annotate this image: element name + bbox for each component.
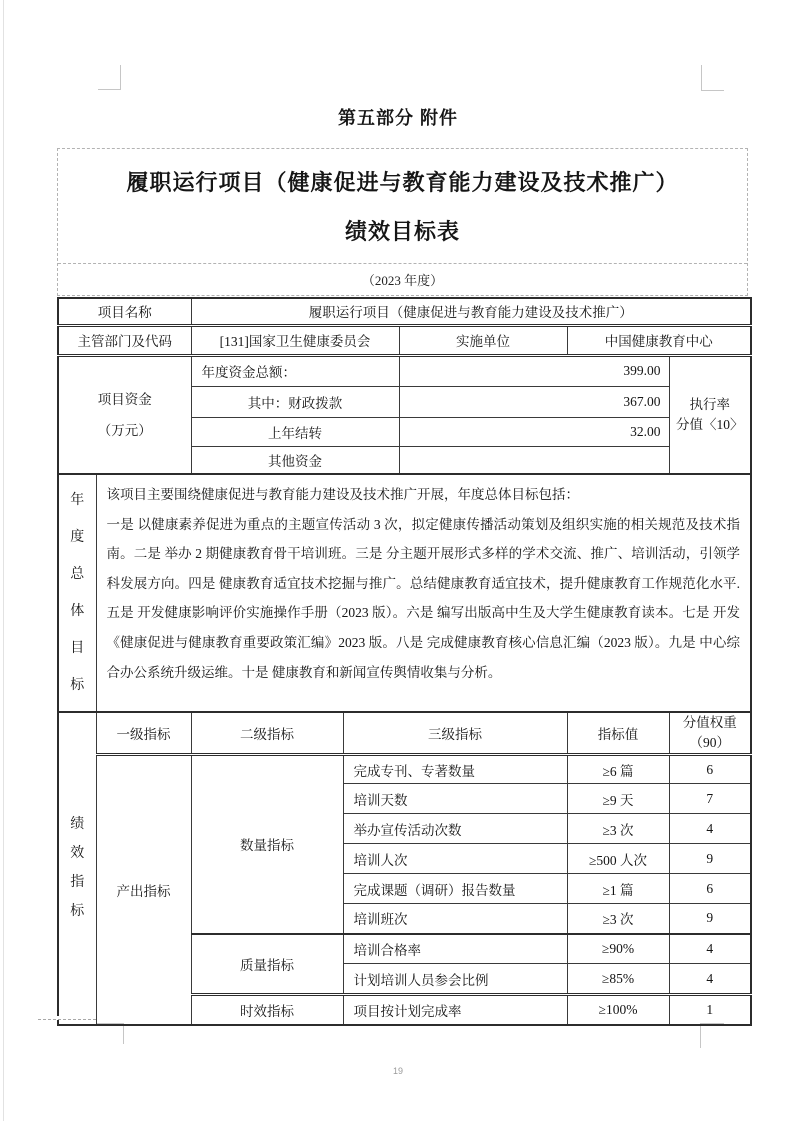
crop-mark-bottom-right	[700, 1023, 724, 1048]
crop-mark-top-right	[701, 65, 724, 91]
indicator-weight: 4	[669, 814, 751, 844]
document-title-line2: 绩效目标表	[344, 218, 460, 244]
indicator-weight: 6	[669, 755, 751, 784]
funds-total-value: 399.00	[399, 355, 669, 386]
funds-carryover-label: 上年结转	[191, 417, 399, 446]
indicator-value: ≥1 篇	[567, 874, 669, 904]
header-indicator-value: 指标值	[567, 712, 669, 755]
funds-carryover-value: 32.00	[399, 417, 669, 446]
annual-target-label: 年 度 总 体 目 标	[58, 474, 96, 712]
indicator-weight: 9	[669, 904, 751, 934]
indicator-name: 举办宣传活动次数	[343, 814, 567, 844]
funds-other-label: 其他资金	[191, 446, 399, 474]
funds-other-value	[399, 446, 669, 474]
indicator-weight: 1	[669, 995, 751, 1025]
row-project-name	[58, 298, 751, 325]
level1-output-indicator: 产出指标	[96, 755, 191, 1025]
performance-target-table	[57, 297, 752, 1026]
indicator-name: 培训班次	[343, 904, 567, 934]
header-level3: 三级指标	[343, 712, 567, 755]
indicator-value: ≥3 次	[567, 814, 669, 844]
indicator-name: 完成课题（调研）报告数量	[343, 874, 567, 904]
page-edge-line	[3, 0, 4, 1121]
indicator-value: ≥6 篇	[567, 755, 669, 784]
annual-target-text	[96, 474, 751, 712]
row-funds-total	[58, 355, 751, 386]
level2-quality-indicator: 质量指标	[191, 934, 343, 995]
funds-fiscal-label: 其中：财政拨款	[191, 386, 399, 417]
crop-mark-bottom-left	[97, 1023, 124, 1044]
funds-fiscal-value: 367.00	[399, 386, 669, 417]
indicator-row	[58, 755, 751, 784]
row-annual-target	[58, 474, 751, 712]
implementing-unit-label: 实施单位	[399, 325, 567, 355]
department-label: 主管部门及代码	[58, 325, 191, 355]
level2-quantity-indicator: 数量指标	[191, 755, 343, 934]
title-block	[57, 148, 748, 296]
annual-target-paragraph-2: 一是 以健康素养促进为重点的主题宣传活动 3 次，拟定健康传播活动策划及组织实施的相关规范及技术指南。二是 举办 2 期健康教育骨干培训班。三是 分主题开展形式多样的学术交流、推广、培训活动，引领学科发展方向。四是 健康教育适宜技术挖掘与推广。总结健康教育适宜技术，提升健康教育工作规范化水平.五是 开发健康影响评价实施操作手册（2023 版）。六是 编写出版高中生及大学生健康教育读本。七是 开发《健康促进与健康教育重要政策汇编》2023 版。八是 完成健康教育核心信息汇编（2023 版）。九是 中心综合办公系统升级运维。十是 健康教育和新闻宣传舆情收集与分析。	[106, 516, 741, 680]
table-continuation-dashed-edge	[38, 1016, 96, 1020]
indicator-name: 完成专刊、专著数量	[343, 755, 567, 784]
crop-mark-top-left	[98, 65, 121, 90]
project-name-value: 履职运行项目（健康促进与教育能力建设及技术推广）	[191, 298, 751, 325]
page-number: 19	[392, 1066, 403, 1076]
header-level1: 一级指标	[96, 712, 191, 755]
document-subtitle: （2023 年度）	[361, 273, 444, 288]
indicator-weight: 4	[669, 934, 751, 964]
indicator-name: 项目按计划完成率	[343, 995, 567, 1025]
indicator-name: 计划培训人员参会比例	[343, 964, 567, 995]
row-indicator-header	[58, 712, 751, 755]
department-value: [131]国家卫生健康委员会	[191, 325, 399, 355]
indicator-weight: 4	[669, 964, 751, 995]
indicator-name: 培训合格率	[343, 934, 567, 964]
document-title-line1: 履职运行项目（健康促进与教育能力建设及技术推广）	[126, 170, 679, 196]
indicator-value: ≥9 天	[567, 784, 669, 814]
indicator-value: ≥500 人次	[567, 844, 669, 874]
level2-timeliness-indicator: 时效指标	[191, 995, 343, 1025]
indicator-value: ≥3 次	[567, 904, 669, 934]
indicator-weight: 6	[669, 874, 751, 904]
indicator-weight: 7	[669, 784, 751, 814]
indicator-weight: 9	[669, 844, 751, 874]
execution-rate-score: 执行率 分值〈10〉	[669, 355, 751, 474]
header-level2: 二级指标	[191, 712, 343, 755]
implementing-unit-value: 中国健康教育中心	[567, 325, 751, 355]
annual-target-paragraph-1: 该项目主要围绕健康促进与教育能力建设及技术推广开展，年度总体目标包括：	[106, 487, 579, 502]
indicator-name: 培训天数	[343, 784, 567, 814]
funds-label: 项目资金 （万元）	[58, 355, 191, 474]
funds-total-label: 年度资金总额：	[191, 355, 399, 386]
header-score-weight: 分值权重 （90）	[669, 712, 751, 755]
section-title: 第五部分 附件	[337, 108, 458, 128]
document-title-area	[58, 149, 747, 264]
indicator-value: ≥90%	[567, 934, 669, 964]
indicator-name: 培训人次	[343, 844, 567, 874]
row-department	[58, 325, 751, 355]
project-name-label: 项目名称	[58, 298, 191, 325]
indicator-value: ≥85%	[567, 964, 669, 995]
indicator-value: ≥100%	[567, 995, 669, 1025]
performance-indicator-label: 绩 效 指 标	[58, 712, 96, 1025]
